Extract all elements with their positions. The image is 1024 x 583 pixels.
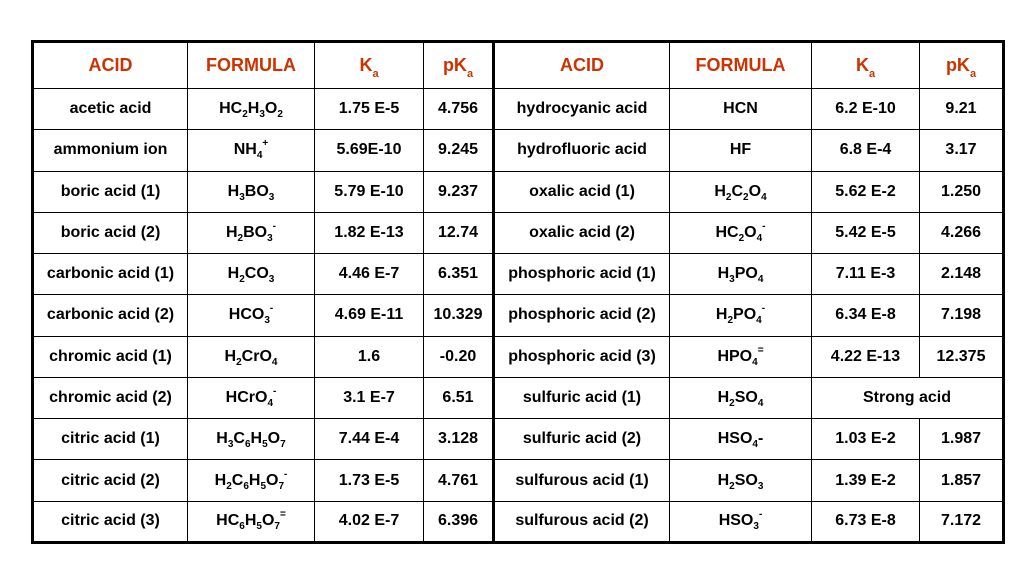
formula-charge: - bbox=[269, 303, 274, 315]
ka-value: 7.44 E-4 bbox=[315, 419, 424, 460]
formula-cell bbox=[670, 501, 812, 542]
table-row bbox=[33, 419, 1004, 460]
formula-subscript: 4 bbox=[267, 397, 273, 409]
acid-name: phosphoric acid (1) bbox=[494, 254, 670, 295]
formula-text: H bbox=[225, 223, 238, 241]
pka-value: 1.987 bbox=[920, 419, 1004, 460]
formula-charge: = bbox=[757, 344, 764, 356]
formula-text: HC bbox=[216, 512, 240, 530]
header-pka-left bbox=[424, 42, 494, 89]
formula-text: HSO bbox=[717, 430, 753, 448]
acid-name: sulfuric acid (2) bbox=[494, 419, 670, 460]
ka-value: 1.03 E-2 bbox=[812, 419, 920, 460]
ka-symbol: K bbox=[359, 55, 373, 75]
formula-text: HF bbox=[729, 141, 752, 159]
pka-value: 2.148 bbox=[920, 254, 1004, 295]
formula-cell bbox=[188, 295, 315, 336]
ka-value: 6.34 E-8 bbox=[812, 295, 920, 336]
formula-text: NH bbox=[233, 141, 257, 159]
pka-value: 4.761 bbox=[424, 460, 494, 501]
ka-value: 6.2 E-10 bbox=[812, 89, 920, 130]
acid-name: citric acid (3) bbox=[33, 501, 188, 542]
formula-subscript: 3 bbox=[268, 191, 275, 203]
pka-value: 9.21 bbox=[920, 89, 1004, 130]
pka-value: -0.20 bbox=[424, 336, 494, 377]
formula-charge: - bbox=[762, 220, 766, 232]
pka-value: 4.266 bbox=[920, 212, 1004, 253]
formula-subscript: 2 bbox=[236, 356, 242, 368]
formula-text: SO bbox=[734, 388, 758, 406]
header-ka-right bbox=[812, 42, 920, 89]
pka-symbol: pK bbox=[945, 55, 970, 75]
acid-name: chromic acid (1) bbox=[33, 336, 188, 377]
header-formula-left: FORMULA bbox=[188, 42, 315, 89]
formula-subscript: 4 bbox=[256, 150, 263, 162]
formula-text: H bbox=[717, 388, 730, 406]
formula-cell bbox=[188, 501, 315, 542]
pka-value: 10.329 bbox=[424, 295, 494, 336]
pka-value: 6.351 bbox=[424, 254, 494, 295]
pka-value: 12.375 bbox=[920, 336, 1004, 377]
formula-cell bbox=[188, 460, 315, 501]
ka-value: 6.8 E-4 bbox=[812, 130, 920, 171]
formula-cell bbox=[188, 254, 315, 295]
ka-subscript: a bbox=[868, 68, 876, 80]
formula-text: H bbox=[216, 430, 228, 448]
pka-subscript: a bbox=[969, 68, 977, 80]
formula-text: BO bbox=[243, 223, 268, 241]
formula-cell bbox=[188, 377, 315, 418]
ka-value: 4.46 E-7 bbox=[315, 254, 424, 295]
pka-value: 6.396 bbox=[424, 501, 494, 542]
formula-subscript: 3 bbox=[729, 274, 735, 286]
formula-text: CrO bbox=[241, 347, 272, 365]
ka-symbol: K bbox=[855, 55, 869, 75]
formula-charge: = bbox=[279, 509, 286, 521]
formula-text: H bbox=[227, 182, 240, 200]
acid-name: carbonic acid (2) bbox=[33, 295, 188, 336]
formula-subscript: 4 bbox=[752, 356, 758, 368]
formula-subscript: 2 bbox=[242, 109, 248, 121]
header-acid-left: ACID bbox=[33, 42, 188, 89]
header-formula-right: FORMULA bbox=[670, 42, 812, 89]
formula-subscript: 3 bbox=[264, 315, 270, 327]
formula-text: BO bbox=[244, 182, 269, 200]
formula-cell bbox=[670, 460, 812, 501]
formula-text: H bbox=[247, 100, 260, 118]
formula-text: H bbox=[224, 347, 237, 365]
formula-text: H bbox=[717, 265, 730, 283]
ka-value: 5.42 E-5 bbox=[812, 212, 920, 253]
pka-value: 12.74 bbox=[424, 212, 494, 253]
formula-text: PO bbox=[734, 265, 758, 283]
ka-value: 1.82 E-13 bbox=[315, 212, 424, 253]
table-row bbox=[33, 212, 1004, 253]
ka-value: 4.02 E-7 bbox=[315, 501, 424, 542]
formula-subscript: 5 bbox=[260, 480, 266, 492]
formula-text: H bbox=[714, 182, 726, 200]
formula-subscript: 5 bbox=[262, 439, 268, 451]
table-row bbox=[33, 460, 1004, 501]
formula-subscript: 7 bbox=[274, 521, 280, 533]
formula-subscript: 5 bbox=[256, 521, 262, 533]
formula-cell bbox=[670, 89, 812, 130]
formula-text: H bbox=[717, 471, 730, 489]
ka-value: 1.39 E-2 bbox=[812, 460, 920, 501]
formula-subscript: 4 bbox=[271, 356, 278, 368]
acid-name: carbonic acid (1) bbox=[33, 254, 188, 295]
formula-text: SO bbox=[734, 471, 758, 489]
pka-value: 4.756 bbox=[424, 89, 494, 130]
formula-subscript: 4 bbox=[756, 315, 762, 327]
formula-subscript: 2 bbox=[237, 232, 244, 244]
formula-subscript: 4 bbox=[757, 397, 764, 409]
ka-value: 1.75 E-5 bbox=[315, 89, 424, 130]
acid-name: sulfurous acid (1) bbox=[494, 460, 670, 501]
formula-text: HCN bbox=[723, 100, 758, 118]
formula-text: C bbox=[731, 182, 744, 200]
ka-value: 5.69E-10 bbox=[315, 130, 424, 171]
formula-text: - bbox=[757, 430, 764, 448]
table-row bbox=[33, 336, 1004, 377]
pka-value: 1.857 bbox=[920, 460, 1004, 501]
formula-subscript: 3 bbox=[753, 521, 759, 533]
ka-value: 4.22 E-13 bbox=[812, 336, 920, 377]
formula-subscript: 7 bbox=[278, 480, 285, 492]
formula-text: HCO bbox=[228, 306, 265, 324]
formula-text: HSO bbox=[718, 512, 754, 530]
formula-subscript: 4 bbox=[752, 439, 758, 451]
acid-name: citric acid (2) bbox=[33, 460, 188, 501]
formula-subscript: 2 bbox=[239, 274, 245, 286]
formula-cell bbox=[670, 254, 812, 295]
ka-subscript: a bbox=[372, 68, 379, 80]
pka-value: 3.17 bbox=[920, 130, 1004, 171]
ka-value: 5.62 E-2 bbox=[812, 171, 920, 212]
header-pka-right bbox=[920, 42, 1004, 89]
pka-value: 9.245 bbox=[424, 130, 494, 171]
acid-name: sulfuric acid (1) bbox=[494, 377, 670, 418]
formula-text: H bbox=[248, 471, 261, 489]
table-row bbox=[33, 377, 1004, 418]
formula-text: O bbox=[267, 430, 281, 448]
formula-text: HC bbox=[219, 100, 243, 118]
formula-cell bbox=[670, 171, 812, 212]
ka-value: 4.69 E-11 bbox=[315, 295, 424, 336]
strong-acid-note: Strong acid bbox=[812, 377, 1004, 418]
formula-subscript: 3 bbox=[267, 232, 273, 244]
acid-name: boric acid (1) bbox=[33, 171, 188, 212]
table-row bbox=[33, 130, 1004, 171]
table-body bbox=[33, 89, 1004, 543]
formula-cell bbox=[188, 171, 315, 212]
acid-name: acetic acid bbox=[33, 89, 188, 130]
formula-cell bbox=[670, 336, 812, 377]
formula-cell bbox=[670, 295, 812, 336]
pka-value: 6.51 bbox=[424, 377, 494, 418]
acid-name: citric acid (1) bbox=[33, 419, 188, 460]
acid-name: ammonium ion bbox=[33, 130, 188, 171]
formula-subscript: 2 bbox=[738, 232, 745, 244]
formula-charge: - bbox=[273, 385, 277, 397]
formula-subscript: 3 bbox=[268, 274, 275, 286]
formula-text: H bbox=[250, 430, 263, 448]
acid-name: sulfurous acid (2) bbox=[494, 501, 670, 542]
formula-charge: - bbox=[284, 468, 288, 480]
header-acid-right: ACID bbox=[494, 42, 670, 89]
acid-name: chromic acid (2) bbox=[33, 377, 188, 418]
pka-value: 9.237 bbox=[424, 171, 494, 212]
ka-value: 1.73 E-5 bbox=[315, 460, 424, 501]
formula-subscript: 6 bbox=[244, 439, 251, 451]
pka-value: 7.198 bbox=[920, 295, 1004, 336]
formula-subscript: 3 bbox=[227, 439, 234, 451]
table-row bbox=[33, 171, 1004, 212]
formula-cell bbox=[188, 212, 315, 253]
formula-subscript: 2 bbox=[277, 109, 283, 121]
formula-subscript: 2 bbox=[729, 397, 735, 409]
acid-name: boric acid (2) bbox=[33, 212, 188, 253]
formula-subscript: 3 bbox=[239, 191, 245, 203]
ka-value: 5.79 E-10 bbox=[315, 171, 424, 212]
table-row bbox=[33, 254, 1004, 295]
formula-text: HPO bbox=[717, 347, 753, 365]
formula-text: C bbox=[233, 430, 245, 448]
ka-value: 3.1 E-7 bbox=[315, 377, 424, 418]
formula-text: HCrO bbox=[225, 388, 268, 406]
formula-charge: - bbox=[272, 220, 277, 232]
formula-cell bbox=[188, 336, 315, 377]
formula-subscript: 2 bbox=[729, 480, 735, 492]
formula-text: O bbox=[261, 512, 275, 530]
formula-cell bbox=[188, 419, 315, 460]
formula-text: PO bbox=[733, 306, 757, 324]
formula-text: H bbox=[227, 265, 240, 283]
pka-symbol: pK bbox=[442, 55, 467, 75]
formula-subscript: 6 bbox=[239, 521, 245, 533]
formula-text: H bbox=[214, 471, 227, 489]
pka-value: 3.128 bbox=[424, 419, 494, 460]
formula-subscript: 2 bbox=[727, 315, 734, 327]
formula-cell bbox=[188, 130, 315, 171]
formula-charge: - bbox=[761, 303, 766, 315]
acid-constants-table bbox=[31, 40, 1005, 544]
formula-subscript: 6 bbox=[243, 480, 249, 492]
ka-value: 7.11 E-3 bbox=[812, 254, 920, 295]
acid-name: hydrofluoric acid bbox=[494, 130, 670, 171]
formula-subscript: 7 bbox=[280, 439, 286, 451]
formula-text: H bbox=[715, 306, 728, 324]
formula-text: HC bbox=[715, 223, 739, 241]
formula-text: C bbox=[231, 471, 244, 489]
formula-cell bbox=[188, 89, 315, 130]
formula-text: O bbox=[264, 100, 278, 118]
formula-subscript: 2 bbox=[226, 480, 232, 492]
formula-text: O bbox=[748, 182, 762, 200]
formula-subscript: 2 bbox=[725, 191, 732, 203]
formula-cell bbox=[670, 377, 812, 418]
formula-subscript: 2 bbox=[743, 191, 749, 203]
formula-charge: - bbox=[758, 509, 763, 521]
table-row bbox=[33, 501, 1004, 542]
ka-value: 6.73 E-8 bbox=[812, 501, 920, 542]
formula-cell bbox=[670, 419, 812, 460]
formula-text: O bbox=[266, 471, 279, 489]
formula-text: H bbox=[244, 512, 257, 530]
ka-value: 1.6 bbox=[315, 336, 424, 377]
acid-name: oxalic acid (2) bbox=[494, 212, 670, 253]
formula-subscript: 3 bbox=[757, 480, 764, 492]
acid-name: hydrocyanic acid bbox=[494, 89, 670, 130]
formula-charge: + bbox=[262, 138, 269, 150]
formula-text: CO bbox=[244, 265, 269, 283]
table-row bbox=[33, 89, 1004, 130]
acid-name: oxalic acid (1) bbox=[494, 171, 670, 212]
acid-name: phosphoric acid (2) bbox=[494, 295, 670, 336]
acid-name: phosphoric acid (3) bbox=[494, 336, 670, 377]
formula-subscript: 4 bbox=[756, 232, 763, 244]
formula-cell bbox=[670, 130, 812, 171]
formula-subscript: 4 bbox=[757, 274, 764, 286]
formula-text: O bbox=[744, 223, 757, 241]
formula-subscript: 3 bbox=[259, 109, 265, 121]
header-row bbox=[33, 42, 1004, 89]
pka-value: 7.172 bbox=[920, 501, 1004, 542]
formula-subscript: 4 bbox=[761, 191, 767, 203]
formula-cell bbox=[670, 212, 812, 253]
header-ka-left bbox=[315, 42, 424, 89]
table-row bbox=[33, 295, 1004, 336]
pka-value: 1.250 bbox=[920, 171, 1004, 212]
pka-subscript: a bbox=[466, 68, 474, 80]
